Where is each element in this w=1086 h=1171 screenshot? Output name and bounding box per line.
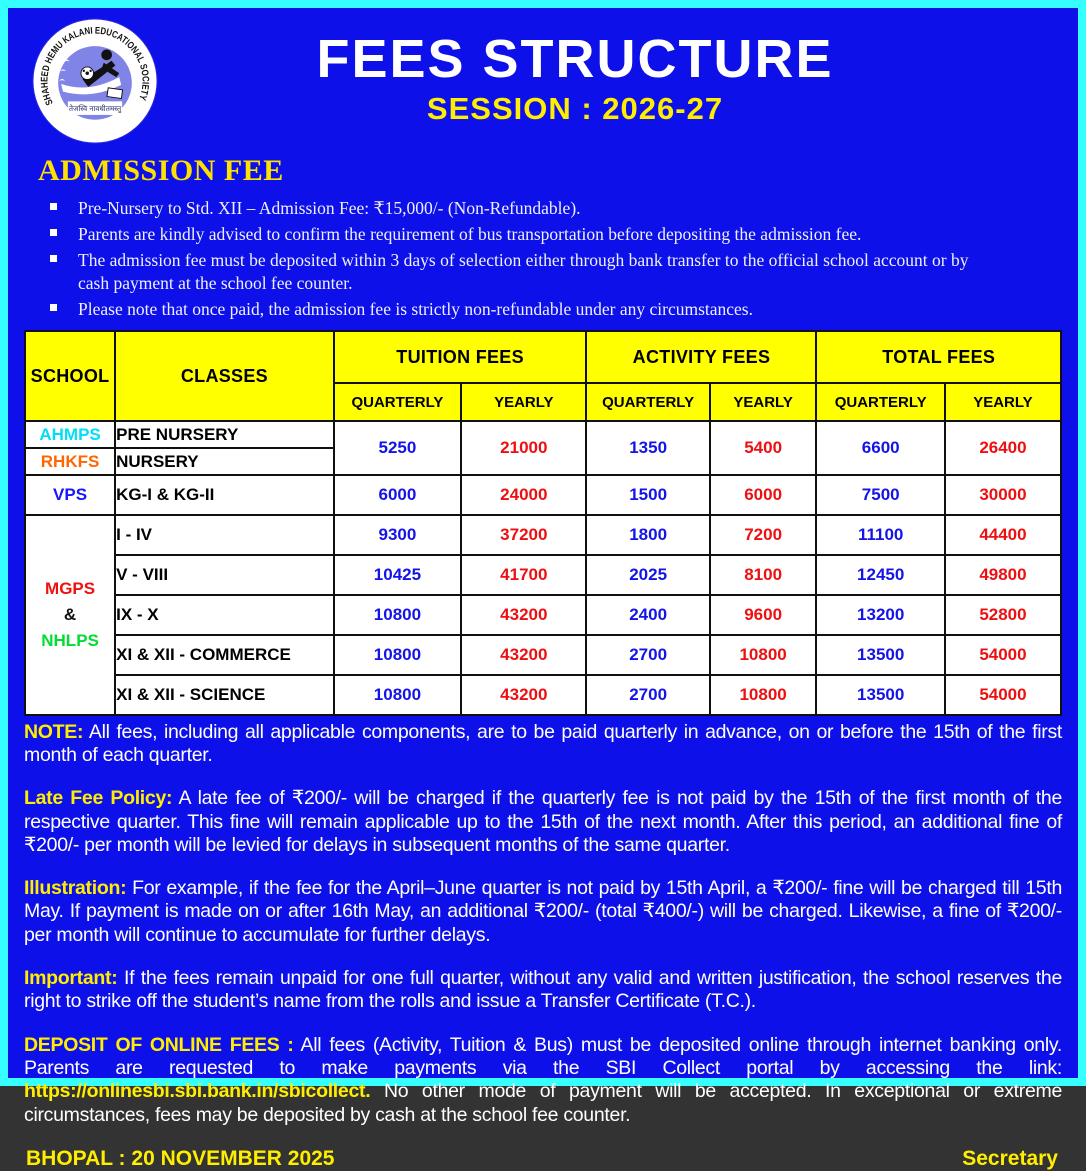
class-cell: IX - X [115, 595, 334, 635]
subheader-tuition-quarterly: QUARTERLY [334, 383, 461, 421]
footer [24, 1147, 1062, 1171]
tuition-quarterly-cell: 10800 [334, 595, 461, 635]
school-ahmps: AHMPS [25, 421, 115, 448]
deposit-text-before-link: All fees (Activity, Tuition & Bus) must be deposited online through internet banking only. Parents are requested to make payments via the SBI Collect portal by accessing the link: [24, 1033, 1062, 1079]
society-logo [32, 18, 158, 144]
admission-bullet: Parents are kindly advised to confirm the requirement of bus transportation before depositing the admission fee. [48, 223, 1062, 245]
tuition-yearly-cell: 43200 [461, 675, 586, 715]
school-rhkfs: RHKFS [25, 448, 115, 475]
total-yearly-cell: 30000 [945, 475, 1061, 515]
activity-quarterly-cell: 1500 [586, 475, 709, 515]
table-row [25, 515, 1061, 555]
total-quarterly-cell: 13500 [816, 635, 944, 675]
deposit-online-fees-label: DEPOSIT OF ONLINE FEES : [24, 1033, 294, 1056]
late-fee-policy-text: A late fee of ₹200/- will be charged if the quarterly fee is not paid by the 15th of the first month of the respective quarter. This fine will remain applicable up to the 15th of the next month. After this period, an additional fine of ₹200/- per month will be levied for delays in subsequent months of the same quarter. [24, 787, 1063, 857]
total-quarterly-cell: 12450 [816, 555, 944, 595]
activity-yearly-cell: 6000 [710, 475, 817, 515]
admission-bullet: The admission fee must be deposited within 3 days of selection either through bank transfer to the official school account or by cash payment at the school fee counter. [48, 249, 1062, 293]
table-row [25, 421, 1061, 448]
activity-quarterly-cell: 2025 [586, 555, 709, 595]
total-quarterly-cell: 7500 [816, 475, 944, 515]
col-header-tuition-fees: TUITION FEES [334, 331, 587, 383]
school-nhlps-label: NHLPS [41, 631, 99, 651]
title-block [158, 31, 1062, 127]
admission-bullet-list [48, 197, 1062, 320]
tuition-quarterly-cell: 6000 [334, 475, 461, 515]
tuition-yearly-cell: 24000 [461, 475, 586, 515]
tuition-yearly-cell: 43200 [461, 595, 586, 635]
admission-bullet: Pre-Nursery to Std. XII – Admission Fee: ₹15,000/- (Non-Refundable). [48, 197, 1062, 219]
tuition-quarterly-cell: 10800 [334, 675, 461, 715]
tuition-quarterly-cell: 10800 [334, 635, 461, 675]
class-cell: NURSERY [115, 448, 334, 475]
col-header-activity-fees: ACTIVITY FEES [586, 331, 816, 383]
activity-quarterly-cell: 1350 [586, 421, 709, 475]
illustration-text: For example, if the fee for the April–June quarter is not paid by 15th April, a ₹200/- fine will be charged till 15th May. If payment is made on or after 16th May, an additional ₹200/- (total ₹400/-) will be charged. Likewise, a fine of ₹200/- per month will continue to accumulate for further delays. [24, 877, 1063, 946]
total-yearly-cell: 52800 [945, 595, 1061, 635]
subheader-activity-quarterly: QUARTERLY [586, 383, 709, 421]
note-text: All fees, including all applicable components, are to be paid quarterly in advance, on or before the 15th of the first month of each quarter. [24, 721, 1063, 767]
activity-yearly-cell: 7200 [710, 515, 817, 555]
total-yearly-cell: 44400 [945, 515, 1061, 555]
school-vps: VPS [25, 475, 115, 515]
admission-fee-heading: ADMISSION FEE [38, 154, 284, 187]
activity-quarterly-cell: 2700 [586, 675, 709, 715]
tuition-quarterly-cell: 5250 [334, 421, 461, 475]
admission-bullet: Please note that once paid, the admission fee is strictly non-refundable under any circumstances. [48, 298, 1062, 320]
tuition-quarterly-cell: 10425 [334, 555, 461, 595]
table-row [25, 635, 1061, 675]
class-cell: XI & XII - SCIENCE [115, 675, 334, 715]
society-name-arc: SHAHEED HEMU KALANI EDUCATIONAL SOCIETY [39, 25, 151, 107]
table-row [25, 475, 1061, 515]
important-paragraph [24, 967, 1062, 1014]
deposit-online-fees-paragraph [24, 1034, 1062, 1128]
class-cell: V - VIII [115, 555, 334, 595]
page-title: FEES STRUCTURE [316, 29, 834, 90]
session-subtitle: SESSION : 2026-27 [426, 90, 724, 126]
subheader-total-quarterly: QUARTERLY [816, 383, 944, 421]
tuition-yearly-cell: 37200 [461, 515, 586, 555]
activity-yearly-cell: 9600 [710, 595, 817, 635]
tuition-quarterly-cell: 9300 [334, 515, 461, 555]
table-row [25, 675, 1061, 715]
total-quarterly-cell: 11100 [816, 515, 944, 555]
total-yearly-cell: 54000 [945, 635, 1061, 675]
logo-motto: तेजस्वि नावधीतमस्तु [68, 104, 122, 114]
total-yearly-cell: 49800 [945, 555, 1061, 595]
tuition-yearly-cell: 41700 [461, 555, 586, 595]
total-yearly-cell: 26400 [945, 421, 1061, 475]
table-row [25, 595, 1061, 635]
col-header-total-fees: TOTAL FEES [816, 331, 1061, 383]
activity-quarterly-cell: 2400 [586, 595, 709, 635]
subheader-total-yearly: YEARLY [945, 383, 1061, 421]
illustration-label: Illustration: [24, 877, 127, 900]
activity-yearly-cell: 8100 [710, 555, 817, 595]
header [24, 14, 1062, 144]
school-mgps-label: MGPS [45, 579, 96, 599]
tuition-yearly-cell: 43200 [461, 635, 586, 675]
class-cell: PRE NURSERY [115, 421, 334, 448]
total-quarterly-cell: 13500 [816, 675, 944, 715]
class-cell: XI & XII - COMMERCE [115, 635, 334, 675]
activity-yearly-cell: 5400 [710, 421, 817, 475]
col-header-school: SCHOOL [25, 331, 115, 421]
col-header-classes: CLASSES [115, 331, 334, 421]
activity-yearly-cell: 10800 [710, 635, 817, 675]
late-fee-policy-label: Late Fee Policy: [24, 787, 173, 810]
important-label: Important: [24, 966, 118, 989]
tuition-yearly-cell: 21000 [461, 421, 586, 475]
place-date: BHOPAL : 20 NOVEMBER 2025 [26, 1146, 335, 1170]
important-text: If the fees remain unpaid for one full quarter, without any valid and written justification, the school reserves the right to strike off the student’s name from the rolls and issue a Transfer Certificate (T.C.). [24, 966, 1063, 1013]
class-cell: I - IV [115, 515, 334, 555]
activity-yearly-cell: 10800 [710, 675, 817, 715]
illustration-paragraph [24, 877, 1062, 947]
activity-quarterly-cell: 2700 [586, 635, 709, 675]
class-cell: KG-I & KG-II [115, 475, 334, 515]
total-quarterly-cell: 6600 [816, 421, 944, 475]
total-yearly-cell: 54000 [945, 675, 1061, 715]
late-fee-policy-paragraph [24, 787, 1062, 857]
note-paragraph [24, 721, 1062, 768]
sbi-collect-link[interactable]: https://onlinesbi.sbi.bank.in/sbicollect. [24, 1080, 371, 1103]
school-mgps-nhlps [25, 515, 115, 715]
note-label: NOTE: [24, 721, 84, 744]
school-ampersand: & [63, 605, 77, 625]
deposit-text-after-link: No other mode of payment will be accepted. In exceptional or extreme circumstances, fees may be deposited by cash at the school fee counter. [24, 1080, 1062, 1126]
total-quarterly-cell: 13200 [816, 595, 944, 635]
activity-quarterly-cell: 1800 [586, 515, 709, 555]
subheader-tuition-yearly: YEARLY [461, 383, 586, 421]
fees-table [24, 330, 1062, 716]
subheader-activity-yearly: YEARLY [710, 383, 817, 421]
signatory: Secretary [962, 1146, 1058, 1170]
table-row [25, 555, 1061, 595]
